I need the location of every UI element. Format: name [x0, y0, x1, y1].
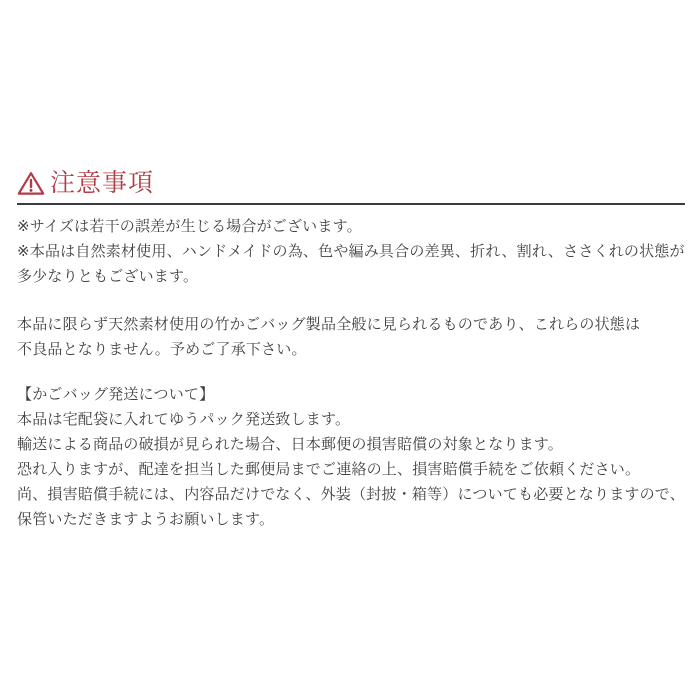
shipping-section-heading: 【かごバッグ発送について】 — [17, 386, 215, 403]
shipping-notice-line: 尚、損害賠償手続には、内容品だけでなく、外装（封披・箱等）についても必要となりますので、 — [17, 486, 685, 503]
shipping-notice-paragraph — [17, 382, 685, 532]
notice-header — [17, 168, 685, 198]
shipping-notice-line: 保管いただきますようお願いします。 — [17, 511, 275, 528]
shipping-notice-line: 恐れ入りますが、配達を担当した郵便局までご連絡の上、損害賠償手続をご依頼ください。 — [17, 461, 641, 478]
shipping-notice-line: 輸送による商品の破損が見られた場合、日本郵便の損害賠償の対象となります。 — [17, 436, 564, 453]
header-divider — [17, 203, 685, 205]
size-notice-paragraph — [17, 214, 685, 289]
size-notice-line: ※サイズは若干の誤差が生じる場合がございます。 — [17, 218, 362, 235]
size-notice-line: ※本品は自然素材使用、ハンドメイドの為、色や編み具合の差異、折れ、割れ、ささくれの状態が — [17, 243, 685, 260]
page-title: 注意事項 — [50, 169, 155, 197]
quality-notice-line: 本品に限らず天然素材使用の竹かごバッグ製品全般に見られるものであり、これらの状態は — [17, 316, 641, 333]
quality-notice-paragraph — [17, 312, 685, 362]
quality-notice-line: 不良品となりません。予めご了承下さい。 — [17, 341, 307, 358]
size-notice-line: 多少なりともございます。 — [17, 268, 199, 285]
warning-triangle-icon — [17, 171, 45, 196]
shipping-notice-line: 本品は宅配袋に入れてゆうパック発送致します。 — [17, 411, 351, 428]
